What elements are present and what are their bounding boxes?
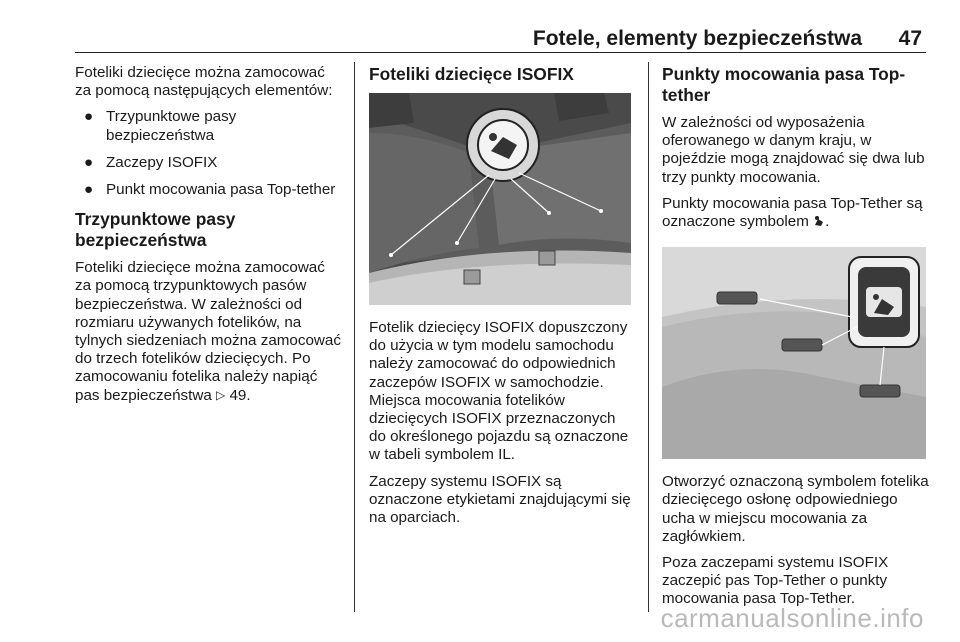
isofix-paragraph-1: Fotelik dziecięcy ISOFIX dopuszczony do użycia w tym modelu samochodu należy zamocować do odpowiednich zaczepów ISOFIX w samochodzie. Miejsca mocowania fotelików dziecięcych ISOFIX przeznaczonych do określonego pojazdu są oznaczone w tabeli symbolem IL. [369, 319, 629, 464]
top-tether-symbol-icon [813, 215, 825, 227]
top-tether-paragraph-2: Punkty mocowania pasa Top-Tether są oznaczone symbolem . [662, 194, 923, 231]
bullet-icon: ● [84, 181, 94, 199]
column-divider-left [354, 62, 355, 612]
bullet-icon: ● [84, 153, 94, 171]
watermark: carmanualsonline.info [660, 603, 924, 633]
column-left [75, 64, 343, 413]
column-divider-right [648, 62, 649, 612]
bullet-icon: ● [84, 108, 94, 126]
section-heading-top-tether: Punkty mocowania pasa Top-tether [662, 64, 906, 105]
isofix-seat-illustration [369, 93, 631, 305]
header-rule [75, 52, 926, 53]
column-middle [369, 64, 635, 535]
intro-paragraph: Foteliki dziecięce można zamocować za pomocą następujących elementów: [75, 64, 333, 100]
list-item: ● Trzypunktowe pasy bezpieczeństwa [84, 108, 237, 144]
three-point-belts-paragraph: Foteliki dziecięce można zamocować za pomocą trzypunktowych pasów bezpieczeństwa. W zależności od rozmiaru używanych fotelików, na tylnych siedzeniach można zamocować do trzech fotelików dziecięcych. Po zamocowaniu fotelika należy napiąć pas bezpieczeństwa ▷ 49. [75, 259, 341, 404]
list-item: ● Punkt mocowania pasa Top-tether [84, 181, 336, 199]
top-tether-paragraph-4: Poza zaczepami systemu ISOFIX zaczepić pas Top-Tether o punkty mocowania pasa Top-Tether. [662, 554, 889, 608]
section-heading-isofix: Foteliki dziecięce ISOFIX [369, 64, 574, 84]
section-title: Fotele, elementy bezpieczeństwa [532, 27, 862, 50]
page-number: 47 [898, 27, 922, 50]
top-tether-paragraph-3: Otworzyć oznaczoną symbolem fotelika dziecięcego osłonę odpowiedniego ucha w miejscu mocowania za zagłówkiem. [662, 473, 929, 545]
section-heading-three-point-belts: Trzypunktowe pasy bezpieczeństwa [75, 209, 236, 251]
list-item: ● Zaczepy ISOFIX [84, 153, 218, 171]
top-tether-anchor-illustration [662, 247, 926, 459]
page-reference-arrow-icon: ▷ [216, 387, 226, 402]
top-tether-paragraph-1: W zależności od wyposażenia oferowanego w danym kraju, w pojeździe mogą znajdować się dwa lub trzy punkty mocowania. [662, 114, 925, 186]
page-reference-link[interactable]: 49. [229, 386, 251, 404]
column-right [662, 64, 930, 617]
isofix-paragraph-2: Zaczepy systemu ISOFIX są oznaczone etykietami znajdującymi się na oparciach. [369, 472, 631, 527]
anchor-list [75, 108, 343, 199]
page-header [0, 0, 960, 52]
